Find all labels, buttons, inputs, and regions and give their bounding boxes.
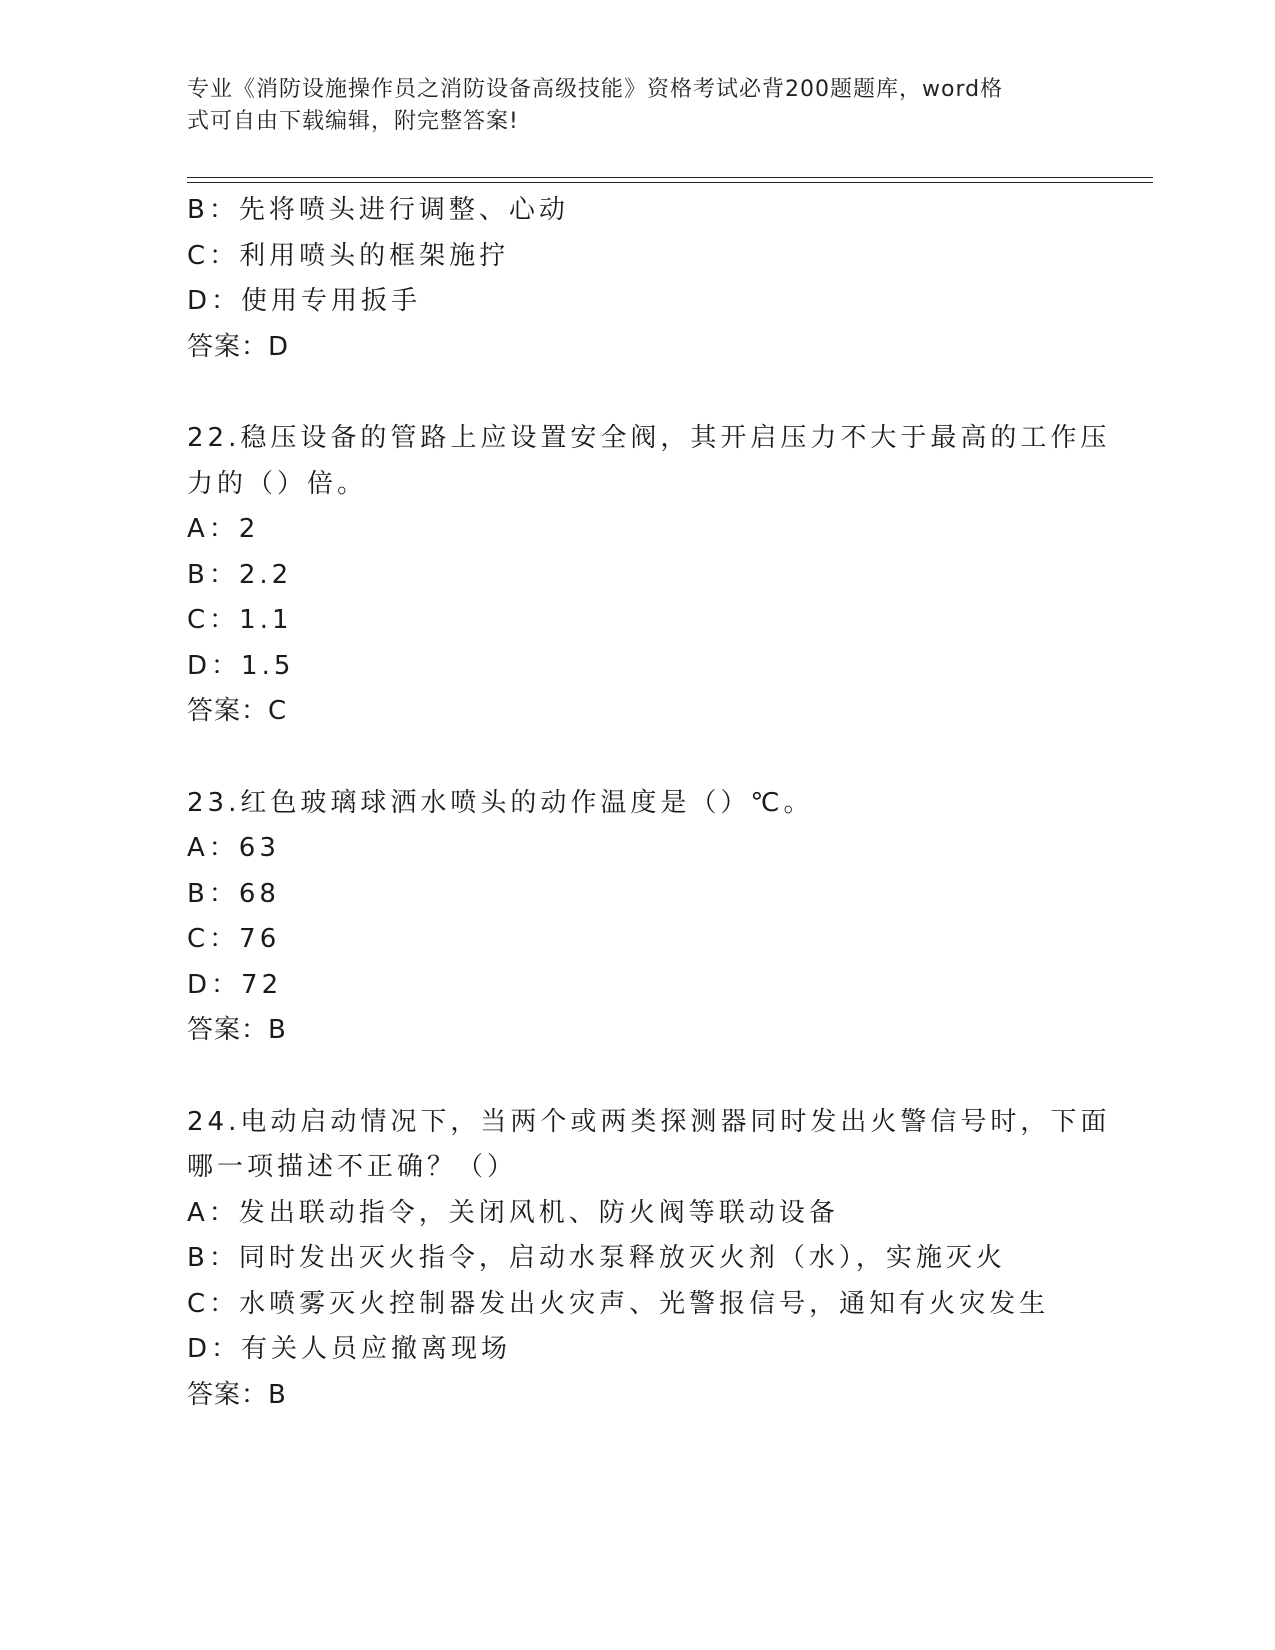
question-21-tail: [187, 188, 1087, 370]
option-b: B：2.2: [187, 559, 293, 590]
answer-line: 答案：D: [187, 331, 290, 362]
header-line-2: 式可自由下载编辑，附完整答案!: [187, 109, 519, 134]
option-c: C：水喷雾灭火控制器发出火灾声、光警报信号，通知有火灾发生: [187, 1288, 1050, 1319]
header-line-1: 专业《消防设施操作员之消防设备高级技能》资格考试必背200题题库，word格: [187, 77, 1004, 102]
question-spacer: [187, 370, 1087, 416]
answer-line: 答案：B: [187, 1015, 287, 1045]
document-header: [187, 74, 1067, 138]
option-c: C：利用喷头的框架施拧: [187, 240, 510, 271]
option-d: D：1.5: [187, 650, 295, 681]
option-a: A：63: [187, 833, 280, 863]
option-d: D：有关人员应撤离现场: [187, 1334, 512, 1364]
option-b: B：先将喷头进行调整、心动: [187, 195, 569, 225]
question-content: [187, 188, 1111, 1418]
question-24: [187, 1100, 1111, 1419]
header-divider-top: [187, 177, 1153, 178]
question-spacer: [187, 735, 1087, 781]
question-stem-line-2: 力的（）倍。: [187, 468, 368, 499]
option-d: D：使用专用扳手: [187, 286, 422, 316]
option-c: C：76: [187, 924, 281, 954]
question-23: [187, 781, 1087, 1054]
option-a: A：2: [187, 514, 260, 544]
option-b: B：同时发出灭火指令，启动水泵释放灭火剂（水），实施灭火: [187, 1243, 1006, 1273]
question-stem-line-1: 22.稳压设备的管路上应设置安全阀，其开启压力不大于最高的工作压: [187, 423, 1111, 453]
question-stem-line-1: 24.电动启动情况下，当两个或两类探测器同时发出火警信号时，下面: [187, 1106, 1111, 1137]
question-spacer: [187, 1054, 1087, 1100]
option-c: C：1.1: [187, 605, 293, 635]
answer-line: 答案：B: [187, 1379, 287, 1410]
answer-line: 答案：C: [187, 696, 288, 726]
question-stem-line-1: 23.红色玻璃球洒水喷头的动作温度是（）℃。: [187, 787, 814, 818]
question-22: [187, 416, 1111, 735]
option-a: A：发出联动指令，关闭风机、防火阀等联动设备: [187, 1197, 839, 1228]
question-stem-line-2: 哪一项描述不正确？（）: [187, 1152, 518, 1182]
option-d: D：72: [187, 969, 283, 1000]
header-divider-bottom: [187, 182, 1153, 183]
option-b: B：68: [187, 878, 280, 909]
